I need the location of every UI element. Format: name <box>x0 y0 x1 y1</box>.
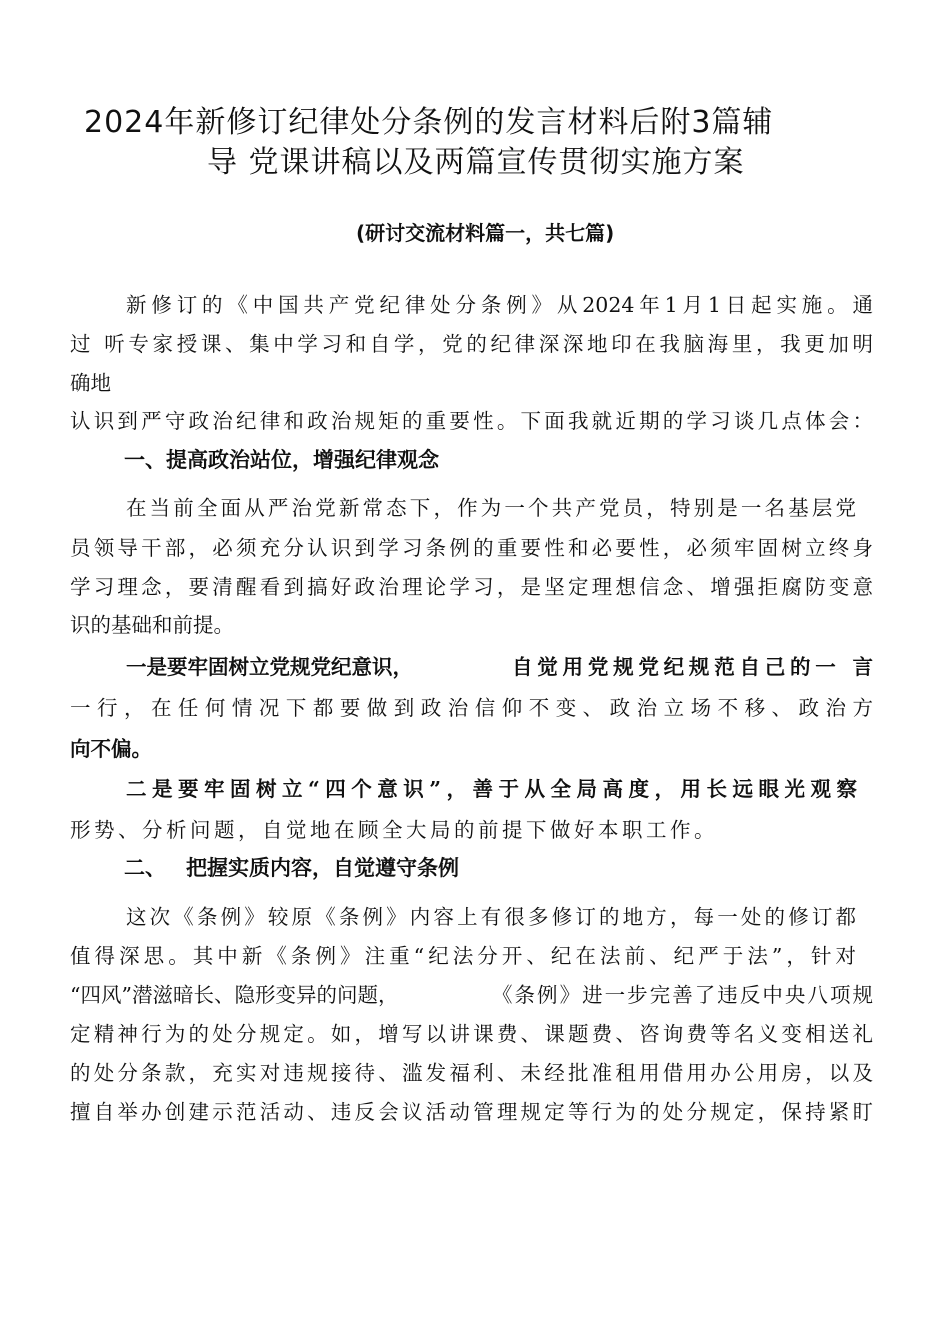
document-title-line-2: 导 党课讲稿以及两篇宣传贯彻实施方案 <box>207 145 745 180</box>
section-2-para-1-line-3a: “四风”潜滋暗长、隐形变异的问题， <box>70 983 399 1007</box>
section-1-para-3-line-2: 形势、分析问题，自觉地在顾全大局的前提下做好本职工作。 <box>70 818 718 842</box>
section-2-para-1-line-1: 这次《条例》较原《条例》内容上有很多修订的地方，每一处的修订都 <box>126 905 856 929</box>
section-2-para-1-line-2: 值得深思。其中新《条例》注重“纪法分开、纪在法前、纪严于法”，针对 <box>70 944 856 968</box>
document-subtitle: (研讨交流材料篇一，共七篇) <box>356 221 615 245</box>
section-1-heading: 一、提高政治站位，增强纪律观念 <box>124 448 439 472</box>
document-title-line-1: 2024年新修订纪律处分条例的发言材料后附3篇辅 <box>84 105 774 140</box>
section-2-para-1-line-6: 擅自举办创建示范活动、违反会议活动管理规定等行为的处分规定，保持紧盯 <box>70 1100 873 1124</box>
section-2-heading-number: 二、 <box>124 856 166 880</box>
intro-line-3: 确地 <box>70 371 111 395</box>
section-1-para-2-line-2: 一行，在任何情况下都要做到政治信仰不变、政治立场不移、政治方 <box>70 696 873 720</box>
section-1-para-3-line-1: 二是要牢固树立“四个意识”，善于从全局高度，用长远眼光观察 <box>126 777 857 801</box>
intro-line-4: 认识到严守政治纪律和政治规矩的重要性。下面我就近期的学习谈几点体会： <box>70 409 873 433</box>
section-1-para-2-line-1b: 自觉用党规党纪规范自己的一 言 <box>512 655 873 679</box>
section-2-para-1-line-4: 定精神行为的处分规定。如，增写以讲课费、课题费、咨询费等名义变相送礼 <box>70 1022 873 1046</box>
section-2-heading: 把握实质内容，自觉遵守条例 <box>186 856 459 880</box>
intro-line-1: 新修订的《中国共产党纪律处分条例》从2024年1月1日起实施。通 <box>126 293 873 317</box>
intro-line-2: 过 听专家授课、集中学习和自学，党的纪律深深地印在我脑海里，我更加明 <box>70 332 873 356</box>
section-1-para-2-line-1a: 一是要牢固树立党规党纪意识， <box>126 655 413 679</box>
section-1-para-1-line-2: 员领导干部，必须充分认识到学习条例的重要性和必要性，必须牢固树立终身 <box>70 536 873 560</box>
section-2-para-1-line-3b: 《条例》进一步完善了违反中央八项规 <box>492 983 873 1007</box>
section-1-para-1-line-3: 学习理念，要清醒看到搞好政治理论学习，是坚定理想信念、增强拒腐防变意 <box>70 575 873 599</box>
section-1-para-2-line-3: 向不偏。 <box>70 737 152 761</box>
section-1-para-1-line-1: 在当前全面从严治党新常态下，作为一个共产党员，特别是一名基层党 <box>126 496 856 520</box>
section-2-para-1-line-5: 的处分条款，充实对违规接待、滥发福利、未经批准租用借用办公用房，以及 <box>70 1061 873 1085</box>
section-1-para-1-line-4: 识的基础和前提。 <box>70 613 234 637</box>
